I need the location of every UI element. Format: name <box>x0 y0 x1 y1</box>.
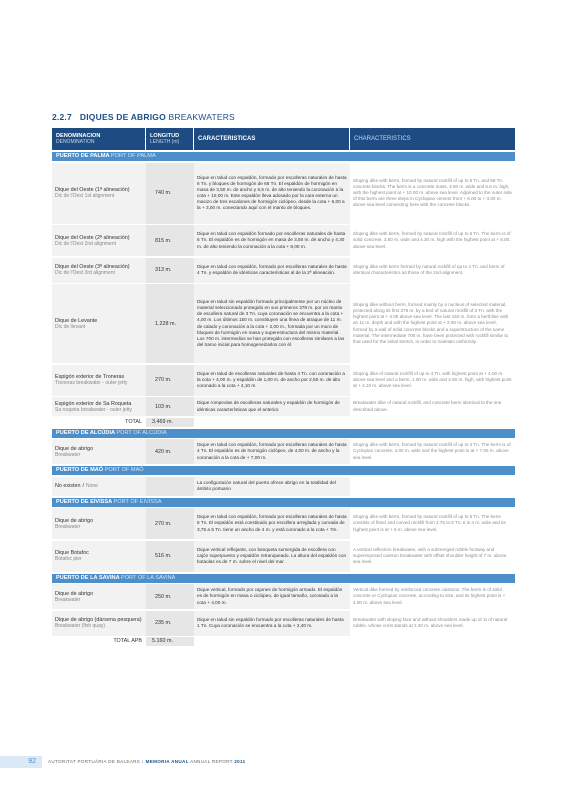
row-name: Dique del Oeste (2ª alineación) <box>55 234 130 241</box>
row-length-cell <box>146 163 194 224</box>
section-mao <box>52 466 515 475</box>
row-desc-en: A vertical reflection breakwater, with a submerged rubble footway and superimposed caisson breakwater with offset shoulder height of 7 m. above sea level. <box>353 546 507 565</box>
row-name-en: Breakwater <box>55 523 81 530</box>
row-length: 235 m. <box>155 620 172 626</box>
col-label: CARACTERISTICAS <box>198 136 256 142</box>
row-desc-en-cell <box>350 284 515 363</box>
row-length-cell <box>146 258 194 283</box>
row-desc: Dique en talud con espaldón, formado por escolleras naturales de hasta 6 Tn. y bloques de hormigón de 68 Tn. El espaldón de hormigón en masa de 3,50 m. de ancho y 6,5 m. de alto teniendo la coronación a la cota + 10,00 m. Este espaldón lleva adosado por la cara externa un macizo de tres escalones de hormigón ciclópeo, desde la cota + 6,00 a la + 3,00 m. conectando aquí con el manto de bloques. <box>197 174 347 211</box>
row-name-en: Dic de l'Oest 3rd alignment <box>55 270 115 276</box>
row-name-cell <box>52 584 146 609</box>
row-desc: Dique rompeolas de escolleras naturales y espaldón de hormigón de idénticas características que el anterior. <box>197 400 340 412</box>
row-desc: Dique en talud sin espaldón formado principalmente por un núcleo de material seleccionado protegido en sus primeros 378 m. por un manto de escollera natural de 3 Tn. cuya coronación se encuentra a la cota + 4,00 m. Los últimos 150 m. constituyen una línea de atraque de 11 m. de calado y coronación a la cota + 2,00 m., formada por un muro de bloques de hormigón en masa y superestructura del mismo material. Los 700 m. intermedios se han protegido con escolleras similares a las del tramo inicial para homogeneizarlos con él. <box>197 299 345 347</box>
row-name: Dique del Oeste (3ª alineación) <box>55 264 130 270</box>
row-length: 1.228 m. <box>155 320 176 327</box>
row-desc-en: Vertical dike formed by reinforced concrete caissons. The berm is of solid concrete or Cyclopian concrete, according to size, and its highest point is + 4.00 m. above sea level. <box>353 587 506 605</box>
row-desc-en-cell <box>350 397 515 416</box>
section-la-savina <box>52 574 515 583</box>
row-name-cell <box>52 258 146 283</box>
row-name: Dique de abrigo <box>55 517 94 524</box>
row-length-cell <box>146 225 194 256</box>
row-desc: Dique en talud con espaldón formado por escolleras naturales de hasta 6 Tn. El espaldón es de hormigón en masa de 3,50 m. de ancho y 4,30 m. de alto teniendo la coronación a la cota + 8,00 m. <box>197 231 346 249</box>
row-length: 250 m. <box>155 593 172 600</box>
row-name: Dique de Levante <box>55 317 98 324</box>
table-row <box>52 541 515 572</box>
row-name-en: None <box>85 483 98 489</box>
row-desc-en-cell <box>350 163 515 224</box>
row-name-cell <box>52 541 146 572</box>
table-header <box>52 128 515 150</box>
table-row <box>52 163 515 224</box>
page-footer <box>0 756 565 768</box>
row-desc: Dique vertical, formado por cajones de hormigón armado. El espaldón es de hormigón en masa o ciclópeo, de igual tamaño, coronado a la cota + 4,00 m. <box>197 587 343 605</box>
row-name-cell <box>52 397 146 416</box>
section-alcudia <box>52 429 515 438</box>
footer-org: AUTORITAT PORTUÀRIA DE BALEARS <box>48 759 141 764</box>
row-desc-en: Sloping dike with berm, formed by natural rockfill of up to 4 Tn. The berm is of Cyclopian concrete, 4.00 m. wide and the highest point is at + 7.00 m. above sea level. <box>353 442 511 460</box>
row-name-en: Troneras breakwater - outer jetty <box>55 380 128 386</box>
footer-memoria: MEMORIA ANUAL <box>145 759 189 764</box>
table-row <box>52 225 515 256</box>
row-desc-en: Sloping dike with berm, formed by natural rockfill of up to 6 Tn. The berm is of solid concrete, 3.50 m. wide and 4.30 m. high with the highest point at + 8.00. above sea level. <box>353 231 511 249</box>
row-desc-en: Breakwater with sloping face and without shoulders made up of 1t of natural rubble, whose crest stands at 2.40 m. above sea level. <box>353 616 508 628</box>
table-row <box>52 477 515 496</box>
total-label: TOTAL APB <box>113 638 142 644</box>
total-row <box>52 418 515 427</box>
row-desc-en-cell <box>350 225 515 256</box>
row-desc-en-cell <box>350 365 515 396</box>
total-apb-row <box>52 637 515 646</box>
row-desc-en: Sloping dike of natural rockfill of up to 4 Tn. with highest point at + 4.00 m. above sea level and a berm, 1.00 m. wide and 2.50 m. high, with highest point at + 4.10 m. above sea level. <box>353 370 512 389</box>
row-desc: La configuración natural del puerto ofrece abrigo en la totalidad del ámbito portuario <box>197 479 336 491</box>
row-desc-cell <box>194 611 350 636</box>
row-desc-en-cell <box>350 258 515 283</box>
row-name: Dique de abrigo (dársena pesquera) <box>55 617 142 623</box>
section-name-en: PORT OF ALCÚDIA <box>116 429 167 436</box>
row-length-cell <box>146 584 194 609</box>
row-name-cell <box>52 439 146 464</box>
row-length-cell <box>146 284 194 363</box>
section-name: PUERTO DE ALCÚDIA <box>56 429 115 436</box>
row-desc-cell <box>194 163 350 224</box>
row-name: Dique de abrigo <box>55 590 94 597</box>
row-length-cell <box>146 508 194 539</box>
section-palma <box>52 152 515 161</box>
section-name-en: PORT OF LA SAVINA <box>120 574 176 581</box>
section-eivissa <box>52 498 515 507</box>
row-name-en: Dic de l'Oest 2nd alignment <box>55 240 116 247</box>
row-desc-en: Sloping dike with berm, formed by natural rockfill of up to 6 Tn. and 68 Tn. concrete blocks. The berm is a concrete mass, 3.50 m. wide and 6.5 m. high, with the highest point at + 10.00 m. above sea level. Adjoined to the outer side of this berm are three steps in Cyclopian cement from + 6.00 to + 3.00 m. above sea level connecting here with the concrete blocks. <box>353 177 512 208</box>
col-label: LONGITUD <box>150 133 180 139</box>
row-length-cell <box>146 439 194 464</box>
section-name-en: PORT OF MAÓ <box>104 467 144 473</box>
row-length-cell <box>146 477 194 496</box>
col-label-en: CHARACTERISTICS <box>354 136 411 142</box>
row-desc-en-cell <box>350 541 515 572</box>
row-name: Dique de abrigo <box>55 445 94 452</box>
row-name-en: Botafoc pier <box>55 556 82 562</box>
row-name: Dique Botafoc <box>55 550 89 556</box>
row-desc: Dique vertical reflejante, con banqueta sumergida de escollera con cajón superpuesto y espaldón retranqueado. La altura del espaldón con botaolas es de 7 m. sobre el nivel del mar. <box>197 546 347 565</box>
row-length-cell <box>146 611 194 636</box>
section-name: PUERTO DE LA SAVINA <box>56 574 120 581</box>
row-name-cell <box>52 225 146 256</box>
row-name-cell <box>52 284 146 363</box>
row-name: Dique del Oeste (1ª alineación) <box>55 187 130 193</box>
row-desc-en: Breakwater dike of natural rockfill, and concrete berm identical to the one described above. <box>353 400 502 412</box>
table-row <box>52 284 515 363</box>
row-desc-en-cell <box>350 439 515 464</box>
section-name-en: PORT OF EIVISSA <box>113 498 162 505</box>
row-desc-cell <box>194 284 350 363</box>
heading-title-en: BREAKWATERS <box>168 112 235 122</box>
section-name: PUERTO DE MAÓ <box>56 467 104 473</box>
row-desc: Dique en talud sin espaldón formado por escolleras naturales de hasta 1 Tn. Cuya coronación se encuentra a la cota + 2,40 m. <box>197 616 344 628</box>
footer-year: 2011 <box>234 759 246 764</box>
table-row <box>52 439 515 464</box>
row-desc-en-cell <box>350 611 515 636</box>
table-row <box>52 365 515 396</box>
table-row <box>52 258 515 283</box>
row-name: Espigón exterior de Sa Roqueta <box>55 400 132 407</box>
total-value: 5.160 m. <box>146 637 194 646</box>
row-desc-cell <box>194 541 350 572</box>
row-desc: Dique en talud con espaldón, formado por escolleras naturales de hasta 4 Tn. y espaldón de idénticas características al de la 2ª alineación. <box>197 263 347 275</box>
row-length: 420 m. <box>155 448 172 455</box>
row-name-cell <box>52 163 146 224</box>
total-label: TOTAL <box>125 418 142 425</box>
row-desc-en: Sloping dike with berm formed by natural rockfill of up to 4 Tn. and berm of identical characteristics as those of the 2nd alignment. <box>353 263 505 275</box>
row-desc-cell <box>194 397 350 416</box>
table-row <box>52 584 515 609</box>
row-length: 313 m. <box>155 267 172 273</box>
row-desc-en-cell <box>350 477 515 496</box>
row-name-en: Breakwater (fish quay) <box>55 623 106 629</box>
page-number: 92 <box>0 756 42 768</box>
section-name: PUERTO DE PALMA <box>56 153 110 159</box>
col-denominacion <box>52 128 146 150</box>
row-desc-cell <box>194 477 350 496</box>
row-length: 815 m. <box>155 237 172 244</box>
table-row <box>52 508 515 539</box>
col-characteristics <box>350 128 515 150</box>
footer-report: ANNUAL REPORT <box>190 759 233 764</box>
row-name-en: Dic de llevant <box>55 323 86 330</box>
row-name-en: Dic de l'Oest 1st alignment <box>55 193 115 199</box>
row-length: 270 m. <box>155 377 172 383</box>
row-desc: Dique en talud con espaldón, formado por escolleras naturales de hasta 5 Tn. El espaldón está constituido por escollera arreglada y curvada de 3,75 a 5 Tn. tiene un ancho de 4 m. y está coronado a la cota + 7m. <box>197 514 347 532</box>
col-longitud <box>146 128 194 150</box>
row-desc-cell <box>194 365 350 396</box>
row-desc: Dique en talud con espaldón, formado por escolleras naturales de hasta 4 Tn. El espaldón es de hormigón ciclópeo, de 4,00 m. de ancho y la coronación a la cota de + 7,00 m. <box>197 442 347 460</box>
heading-title-es: DIQUES DE ABRIGO <box>79 112 166 122</box>
row-desc-en: Sloping dike without berm, formed mainly by a nucleus of selected material, protected along its first 378 m. by a bed of natural rockfill of 3 Tn. with the highest point at + 4.00 above sea level. The last 150 m. form a berthline with an 11 m. depth and with the highest point at + 2.00 m. above sea level, formed by a wall of solid concrete blocks and a superstructure of the same material. The intermediate 700 m. have been protected with rockfill similar to that used for the initial stretch, in order to maintain uniformity. <box>353 302 509 344</box>
section-name-en: PORT OF PALMA <box>110 153 156 159</box>
row-name: Espigón exterior de Troneras <box>55 374 125 380</box>
row-name: No existen <box>55 483 81 489</box>
row-desc-cell <box>194 258 350 283</box>
total-value: 3.469 m. <box>146 418 194 427</box>
row-desc-cell <box>194 225 350 256</box>
row-name-cell: No existen / None <box>52 477 146 496</box>
col-label: DENOMINACION <box>56 133 101 139</box>
footer-text <box>48 756 245 768</box>
col-label-en: LENGTH (m) <box>150 139 180 145</box>
row-length-cell <box>146 397 194 416</box>
table-row <box>52 397 515 416</box>
row-length-cell <box>146 365 194 396</box>
table-row <box>52 611 515 636</box>
col-label-en: DENOMINATION <box>56 139 95 145</box>
row-name-cell <box>52 611 146 636</box>
row-length: 740 m. <box>155 190 172 196</box>
row-desc-en-cell <box>350 584 515 609</box>
row-desc-cell <box>194 584 350 609</box>
heading-number: 2.2.7 <box>52 112 72 122</box>
row-desc: Dique en talud de escolleras naturales de hasta 4 Tn. con coronación a la cota + 4,00 m. y espaldón de 1,00 m. de ancho por 2,50 m. de alto coronado a la cota + 4,10 m. <box>197 370 345 389</box>
row-name-cell <box>52 508 146 539</box>
row-length: 270 m. <box>155 520 172 527</box>
footer-separator: I <box>142 759 144 764</box>
row-desc-cell <box>194 508 350 539</box>
row-name-en: Sa roqueta breakwater - outer jetty <box>55 406 132 413</box>
row-name-cell <box>52 365 146 396</box>
row-name-en: Breakwater <box>55 451 81 458</box>
section-heading <box>52 112 235 122</box>
row-length-cell <box>146 541 194 572</box>
col-caracteristicas <box>194 128 350 150</box>
row-desc-en-cell <box>350 508 515 539</box>
breakwaters-table <box>52 128 515 646</box>
section-name: PUERTO DE EIVISSA <box>56 498 112 505</box>
row-desc-cell <box>194 439 350 464</box>
row-desc-en: Sloping dike with berm, formed by natural rockfill of up to 5 Tn. The berm consists of fitted and curved rockfill from 3.75 to 5 Tn. It is 4 m. wide and its highest point is at + 6 m. above sea level. <box>353 514 506 532</box>
row-length: 516 m. <box>155 553 172 559</box>
row-length: 103 m. <box>155 403 172 410</box>
row-name-en: Breakwater <box>55 596 81 603</box>
